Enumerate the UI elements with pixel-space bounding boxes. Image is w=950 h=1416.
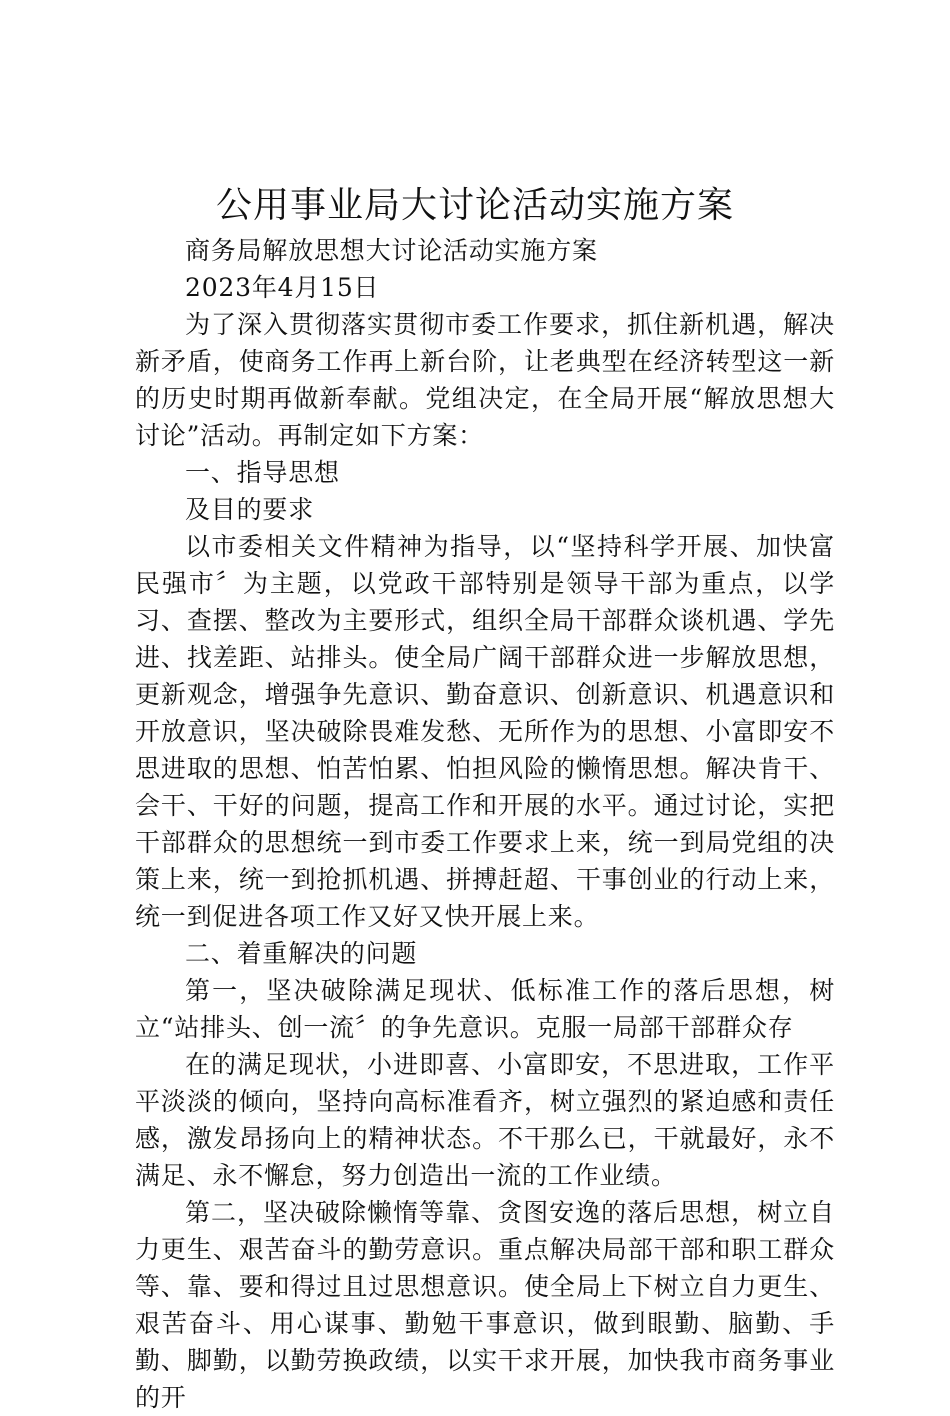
section-heading-1: 一、指导思想 — [185, 458, 340, 487]
section-heading-2: 二、着重解决的问题 — [185, 939, 418, 968]
document-body — [135, 232, 835, 1416]
point-one-paragraph: 第一，坚决破除满足现状、低标准工作的落后思想，树立“站排头、创一流〞的争先意识。克服一局部干部群众存 — [135, 976, 835, 1042]
document-title: 公用事业局大讨论活动实施方案 — [215, 185, 734, 226]
date-paragraph: 2023年4月15日 — [185, 273, 380, 302]
point-two-paragraph: 第二，坚决破除懒惰等靠、贪图安逸的落后思想，树立自力更生、艰苦奋斗的勤劳意识。重点解决局部干部和职工群众等、靠、要和得过且过思想意识。使全局上下树立自力更生、艰苦奋斗、用心谋事、勤勉干事意识，做到眼勤、脑勤、手勤、脚勤，以勤劳换政绩，以实干求开展，加快我市商务事业的开 — [135, 1198, 835, 1412]
point-one-continued-paragraph: 在的满足现状，小进即喜、小富即安，不思进取，工作平平淡淡的倾向，坚持向高标准看齐，树立强烈的紧迫感和责任感，激发昂扬向上的精神状态。不干那么已，干就最好，永不满足、永不懈怠，努力创造出一流的工作业绩。 — [135, 1050, 835, 1190]
guiding-thought-paragraph: 以市委相关文件精神为指导，以“坚持科学开展、加快富民强市〞为主题，以党政干部特别是领导干部为重点，以学习、查摆、整改为主要形式，组织全局干部群众谈机遇、学先进、找差距、站排头。使全局广阔干部群众进一步解放思想，更新观念，增强争先意识、勤奋意识、创新意识、机遇意识和开放意识，坚决破除畏难发愁、无所作为的思想、小富即安不思进取的思想、怕苦怕累、怕担风险的懒惰思想。解决肯干、会干、干好的问题，提高工作和开展的水平。通过讨论，实把干部群众的思想统一到市委工作要求上来，统一到局党组的决策上来，统一到抢抓机遇、拼搏赶超、干事创业的行动上来，统一到促进各项工作又好又快开展上来。 — [135, 532, 835, 931]
subtitle-paragraph: 商务局解放思想大讨论活动实施方案 — [185, 236, 598, 265]
intro-paragraph: 为了深入贯彻落实贯彻市委工作要求，抓住新机遇，解决新矛盾，使商务工作再上新台阶，让老典型在经济转型这一新的历史时期再做新奉献。党组决定，在全局开展“解放思想大讨论”活动。再制定如下方案： — [135, 310, 835, 450]
section-heading-1-continued: 及目的要求 — [185, 495, 315, 524]
